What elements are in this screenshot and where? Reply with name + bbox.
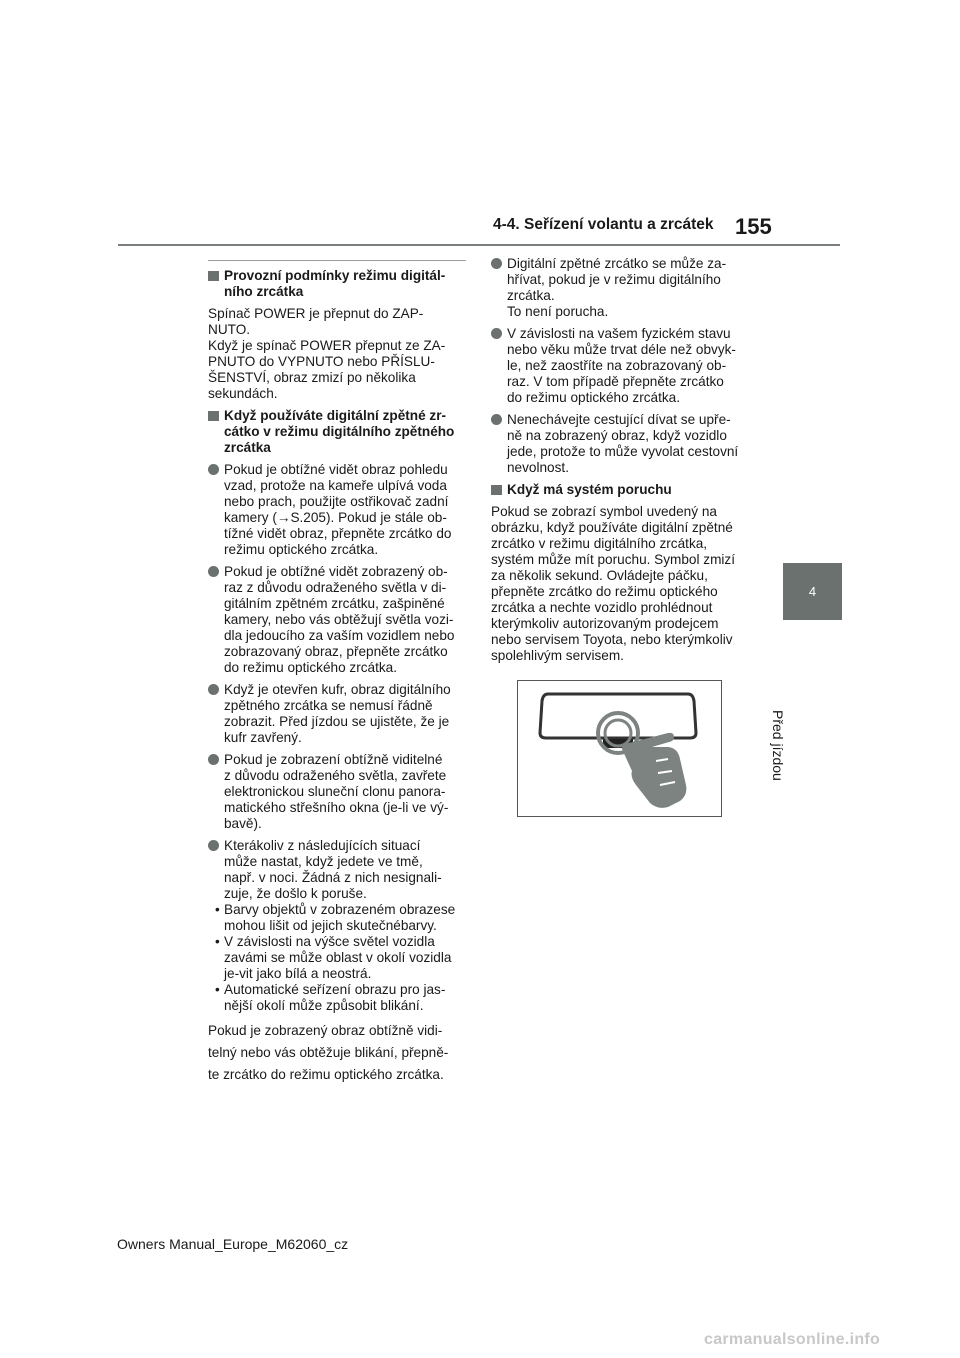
text-line: Pokud se zobrazí symbol uvedený na xyxy=(491,504,717,519)
watermark: carmanualsonline.info xyxy=(704,1331,881,1348)
page-number: 155 xyxy=(735,214,772,239)
text-line: nebo servisem Toyota, nebo kterýmkoliv xyxy=(491,632,733,647)
text-line: To není porucha. xyxy=(507,304,609,319)
square-bullet-icon xyxy=(208,411,219,421)
rear-mirror-outline xyxy=(540,694,696,738)
heading-using-digital-mirror xyxy=(208,408,470,456)
text-line: zobrazit. Před jízdou se ujistěte, že je xyxy=(224,714,450,729)
column-rule xyxy=(208,260,466,261)
sub-list-item xyxy=(208,902,470,934)
text-line: za několik sekund. Ovládejte páčku, xyxy=(491,568,708,583)
text-line: zrcátko v režimu digitálního zrcátka, xyxy=(491,536,708,551)
text-line: ŠENSTVÍ, obraz zmizí po několika xyxy=(208,370,416,385)
chapter-label-text: Před jízdou xyxy=(770,710,786,781)
list-item xyxy=(208,838,470,902)
text-line: Pokud je obtížné vidět zobrazený ob- xyxy=(224,564,448,579)
text-line: kufr zavřený. xyxy=(224,730,302,745)
text-line: z důvodu odraženého světla, zavřete xyxy=(224,768,447,783)
text-line: tížné vidět obraz, přepněte zrcátko do xyxy=(224,526,452,541)
bullet-glyph: • xyxy=(215,902,220,917)
text-line: barvy. xyxy=(400,918,437,933)
sub-list-item xyxy=(208,982,470,1014)
list-item xyxy=(491,256,761,320)
text-line: telný nebo vás obtěžuje blikání, přepně- xyxy=(208,1045,449,1060)
text-line: nebo prach, použijte ostřikovač zadní xyxy=(224,494,449,509)
list-item xyxy=(208,564,470,676)
text-line: kamery (→S.205). Pokud je stále ob- xyxy=(224,510,447,525)
circle-bullet-icon xyxy=(208,464,219,475)
text-line: raz. V tom případě přepněte zrcátko xyxy=(507,374,724,389)
text-line: V závislosti na výšce světel vozidla za xyxy=(224,934,435,965)
header-rule xyxy=(118,244,840,246)
sub-list-item xyxy=(208,934,470,982)
list-item xyxy=(491,326,761,406)
paragraph-closing xyxy=(208,1020,470,1086)
text-line: kamery, nebo vás obtěžují světla vozi- xyxy=(224,612,454,627)
text-line: ního zrcátka xyxy=(224,284,304,299)
left-column xyxy=(208,268,470,1092)
footer-manual-id: Owners Manual_Europe_M62060_cz xyxy=(117,1236,349,1252)
list-item xyxy=(491,412,761,476)
right-column xyxy=(491,256,761,670)
text-line: může nastat, když jedete ve tmě, xyxy=(224,854,423,869)
text-line: Digitální zpětné zrcátko se může za- xyxy=(507,256,727,271)
circle-bullet-icon xyxy=(208,684,219,695)
bullet-glyph: • xyxy=(215,934,220,949)
text-line: cátko v režimu digitálního zpětného xyxy=(224,424,455,439)
text-line: dla jedoucího za vaším vozidlem nebo xyxy=(224,628,455,643)
text-line: Pokud je obtížné vidět obraz pohledu xyxy=(224,462,448,477)
text-line: ně na zobrazený obraz, když vozidlo xyxy=(507,428,727,443)
text-line: Automatické seřízení obrazu pro jas- xyxy=(224,982,446,997)
text-line: obrázku, když používáte digitální zpětné xyxy=(491,520,733,535)
text-line: nevolnost. xyxy=(507,460,569,475)
paragraph-power-switch xyxy=(208,306,470,402)
text-line: zuje, že došlo k poruše. xyxy=(224,886,367,901)
text-line: PNUTO do VYPNUTO nebo PŘÍSLU- xyxy=(208,354,435,369)
square-bullet-icon xyxy=(208,271,219,281)
bullet-glyph: • xyxy=(215,982,220,997)
chapter-tab: 4 xyxy=(783,563,842,620)
text-line: Pokud je zobrazení obtížně viditelné xyxy=(224,752,443,767)
chapter-label xyxy=(770,632,806,781)
list-item xyxy=(208,462,470,558)
text-line: Provozní podmínky režimu digitál- xyxy=(224,268,446,283)
circle-bullet-icon xyxy=(208,754,219,765)
text-line: matického střešního okna (je-li ve vý- xyxy=(224,800,449,815)
circle-bullet-icon xyxy=(208,566,219,577)
text-line: zrcátka xyxy=(224,440,271,455)
text-line: NUTO. xyxy=(208,322,251,337)
text-line: le, než zaostříte na zobrazovaný ob- xyxy=(507,358,727,373)
text-line: bavě). xyxy=(224,816,262,831)
text-line: vámi se může oblast v okolí vozidla je- xyxy=(224,950,452,981)
text-line: Když je spínač POWER přepnut ze ZA- xyxy=(208,338,446,353)
text-line: systém může mít poruchu. Symbol zmizí xyxy=(491,552,735,567)
text-line: spolehlivým servisem. xyxy=(491,648,624,663)
text-line: kterýmkoliv autorizovaným prodejcem xyxy=(491,616,719,631)
mirror-illustration xyxy=(518,681,721,816)
text-line: zobrazovaný obraz, přepněte zrcátko xyxy=(224,644,448,659)
text-line: vzad, protože na kameře ulpívá voda xyxy=(224,478,447,493)
heading-system-malfunction xyxy=(491,482,761,498)
text-line: zpětného zrcátka se nemusí řádně xyxy=(224,698,433,713)
text-line: Když používáte digitální zpětné zr- xyxy=(224,408,447,423)
square-bullet-icon xyxy=(491,485,502,495)
text-line: nější okolí může způsobit blikání. xyxy=(224,998,424,1013)
text-line: do režimu optického zrcátka. xyxy=(507,390,681,405)
text-line: sekundách. xyxy=(208,386,278,401)
text-line: Spínač POWER je přepnut do ZAP- xyxy=(208,306,424,321)
list-item xyxy=(208,682,470,746)
text-line: nebo věku může trvat déle než obvyk- xyxy=(507,342,736,357)
mirror-lever-figure xyxy=(517,680,722,817)
text-line: se mohou lišit od jejich skutečné xyxy=(224,902,456,933)
text-line: Pokud je zobrazený obraz obtížně vidi- xyxy=(208,1023,443,1038)
text-line: režimu optického zrcátka. xyxy=(224,542,379,557)
text-line: Když je otevřen kufr, obraz digitálního xyxy=(224,682,451,697)
text-line: zrcátka. xyxy=(507,288,555,303)
text-line: te zrcátko do režimu optického zrcátka. xyxy=(208,1067,444,1082)
text-line: raz z důvodu odraženého světla v di- xyxy=(224,580,447,595)
circle-bullet-icon xyxy=(208,840,219,851)
text-line: zrcátka a nechte vozidlo prohlédnout xyxy=(491,600,713,615)
text-line: Kterákoliv z následujících situací xyxy=(224,838,421,853)
heading-operating-conditions xyxy=(208,268,470,300)
text-line: hřívat, pokud je v režimu digitálního xyxy=(507,272,721,287)
text-line: Barvy objektů v zobrazeném obraze xyxy=(224,902,441,917)
text-line: elektronickou sluneční clonu panora- xyxy=(224,784,446,799)
text-line: do režimu optického zrcátka. xyxy=(224,660,398,675)
circle-bullet-icon xyxy=(491,414,502,425)
text-line: V závislosti na vašem fyzickém stavu xyxy=(507,326,731,341)
list-item xyxy=(208,752,470,832)
hand-pointer-icon xyxy=(622,733,687,808)
circle-bullet-icon xyxy=(491,328,502,339)
text-line: přepněte zrcátko do režimu optického xyxy=(491,584,718,599)
text-line: Když má systém poruchu xyxy=(507,482,672,497)
text-line: jede, protože to může vyvolat cestovní xyxy=(507,444,739,459)
text-line: např. v noci. Žádná z nich nesignali- xyxy=(224,870,442,885)
paragraph-malfunction xyxy=(491,504,761,664)
section-title: 4-4. Seřízení volantu a zrcátek xyxy=(493,216,714,233)
circle-bullet-icon xyxy=(491,258,502,269)
text-line: vit jako bílá a neostrá. xyxy=(239,966,372,981)
text-line: Nenechávejte cestující dívat se upře- xyxy=(507,412,731,427)
text-line: gitálním zpětném zrcátku, zašpiněné xyxy=(224,596,445,611)
